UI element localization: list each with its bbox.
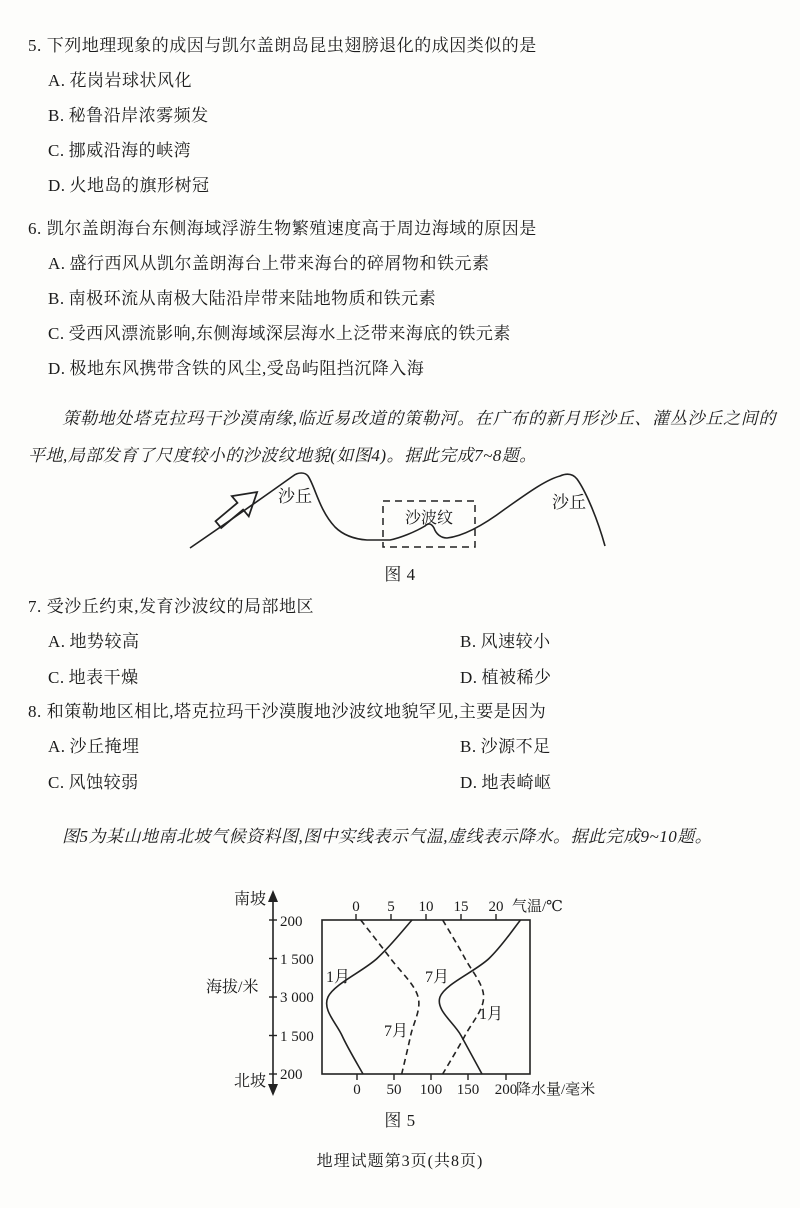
jan-precipitation-line (443, 920, 484, 1074)
svg-text:20: 20 (488, 899, 504, 915)
question-stem-text: 凯尔盖朗海台东侧海域浮游生物繁殖速度高于周边海域的原因是 (46, 219, 537, 238)
question-6 (28, 219, 772, 379)
question-8-stem (28, 702, 772, 722)
jul-temp-label: 7月 (424, 969, 450, 986)
down-arrow-icon (268, 1084, 278, 1096)
option-6a: A. 盛行西风从凯尔盖朗海台上带来海台的碎屑物和铁元素 (48, 254, 490, 273)
dune-profile-line (190, 473, 605, 548)
svg-text:5: 5 (387, 899, 395, 915)
passage-cele: 策勒地处塔克拉玛干沙漠南缘,临近易改道的策勒河。在广布的新月形沙丘、灌丛沙丘之间的平地,局部发育了尺度较小的沙波纹地貌(如图4)。据此完成7~8题。 (28, 409, 776, 465)
svg-text:10: 10 (418, 899, 434, 915)
svg-text:150: 150 (456, 1082, 480, 1098)
option-6c: C. 受西风漂流影响,东侧海域深层海水上泛带来海底的铁元素 (48, 324, 511, 343)
svg-text:0: 0 (353, 1082, 361, 1098)
jan-temperature-line (327, 920, 412, 1074)
svg-text:50: 50 (386, 1082, 402, 1098)
svg-text:1 500: 1 500 (280, 1029, 314, 1045)
option-5b: B. 秘鲁沿岸浓雾频发 (48, 106, 209, 125)
temperature-tick-labels (352, 899, 503, 915)
plot-frame (322, 920, 530, 1074)
question-6-stem (28, 219, 772, 239)
passage-figure5: 图5为某山地南北坡气候资料图,图中实线表示气温,虚线表示降水。据此完成9~10题。 (62, 827, 713, 846)
question-number: 5. (28, 36, 42, 55)
temperature-axis-label: 气温/℃ (512, 899, 563, 915)
question-stem-text: 和策勒地区相比,塔克拉玛干沙漠腹地沙波纹地貌罕见,主要是因为 (46, 702, 547, 721)
option-row (28, 737, 772, 757)
option-7c: C. 地表干燥 (48, 668, 139, 687)
option-8a: A. 沙丘掩埋 (48, 737, 140, 756)
svg-text:1 500: 1 500 (280, 952, 314, 968)
question-number: 7. (28, 597, 42, 616)
altitude-tick-labels (280, 914, 314, 1083)
precipitation-tick-labels (353, 1082, 517, 1098)
jul-precipitation-line (361, 920, 419, 1074)
altitude-axis-label: 海拔/米 (206, 979, 259, 996)
svg-text:200: 200 (280, 914, 303, 930)
option-6d: D. 极地东风携带含铁的风尘,受岛屿阻挡沉降入海 (48, 359, 425, 378)
page-footer: 地理试题第3页(共8页) (316, 1153, 484, 1170)
option-row (28, 668, 772, 688)
question-stem-text: 受沙丘约束,发育沙波纹的局部地区 (46, 597, 314, 616)
option-row (28, 773, 772, 793)
question-number: 8. (28, 702, 42, 721)
question-8 (28, 702, 772, 793)
jul-temperature-line (439, 920, 520, 1074)
figure-4-caption: 图 4 (384, 565, 416, 584)
svg-text:200: 200 (494, 1082, 518, 1098)
svg-text:0: 0 (352, 899, 360, 915)
option-5c: C. 挪威沿海的峡湾 (48, 141, 192, 160)
svg-text:15: 15 (453, 899, 469, 915)
precipitation-axis-label: 降水量/毫米 (516, 1082, 596, 1098)
dune-left-label: 沙丘 (278, 487, 312, 506)
figure-5-caption: 图 5 (384, 1111, 416, 1130)
dune-right-label: 沙丘 (552, 493, 586, 512)
svg-text:100: 100 (419, 1082, 443, 1098)
jan-temp-label: 1月 (325, 969, 351, 986)
option-7d: D. 植被稀少 (460, 668, 552, 687)
north-slope-label: 北坡 (233, 1073, 266, 1090)
option-7a: A. 地势较高 (48, 632, 140, 651)
option-row (28, 632, 772, 652)
figure-4-diagram (185, 462, 645, 562)
option-5d: D. 火地岛的旗形树冠 (48, 176, 210, 195)
question-5 (28, 36, 772, 196)
ripple-label: 沙波纹 (404, 510, 454, 527)
question-7 (28, 597, 772, 688)
svg-text:3 000: 3 000 (280, 990, 314, 1006)
svg-text:200: 200 (280, 1067, 303, 1083)
up-arrow-icon (268, 890, 278, 902)
precipitation-axis-ticks (357, 1074, 506, 1080)
jul-precip-label: 7月 (383, 1023, 409, 1040)
question-5-stem (28, 36, 772, 56)
figure-5-chart (200, 888, 645, 1100)
jan-precip-label: 1月 (478, 1006, 504, 1023)
option-8d: D. 地表崎岖 (460, 773, 552, 792)
option-5a: A. 花岗岩球状风化 (48, 71, 193, 90)
question-number: 6. (28, 219, 42, 238)
option-8b: B. 沙源不足 (460, 737, 551, 756)
south-slope-label: 南坡 (233, 891, 266, 908)
option-7b: B. 风速较小 (460, 632, 551, 651)
option-6b: B. 南极环流从南极大陆沿岸带来陆地物质和铁元素 (48, 289, 437, 308)
wind-arrow-icon (210, 482, 266, 535)
option-8c: C. 风蚀较弱 (48, 773, 139, 792)
question-7-stem (28, 597, 772, 617)
question-stem-text: 下列地理现象的成因与凯尔盖朗岛昆虫翅膀退化的成因类似的是 (46, 36, 537, 55)
